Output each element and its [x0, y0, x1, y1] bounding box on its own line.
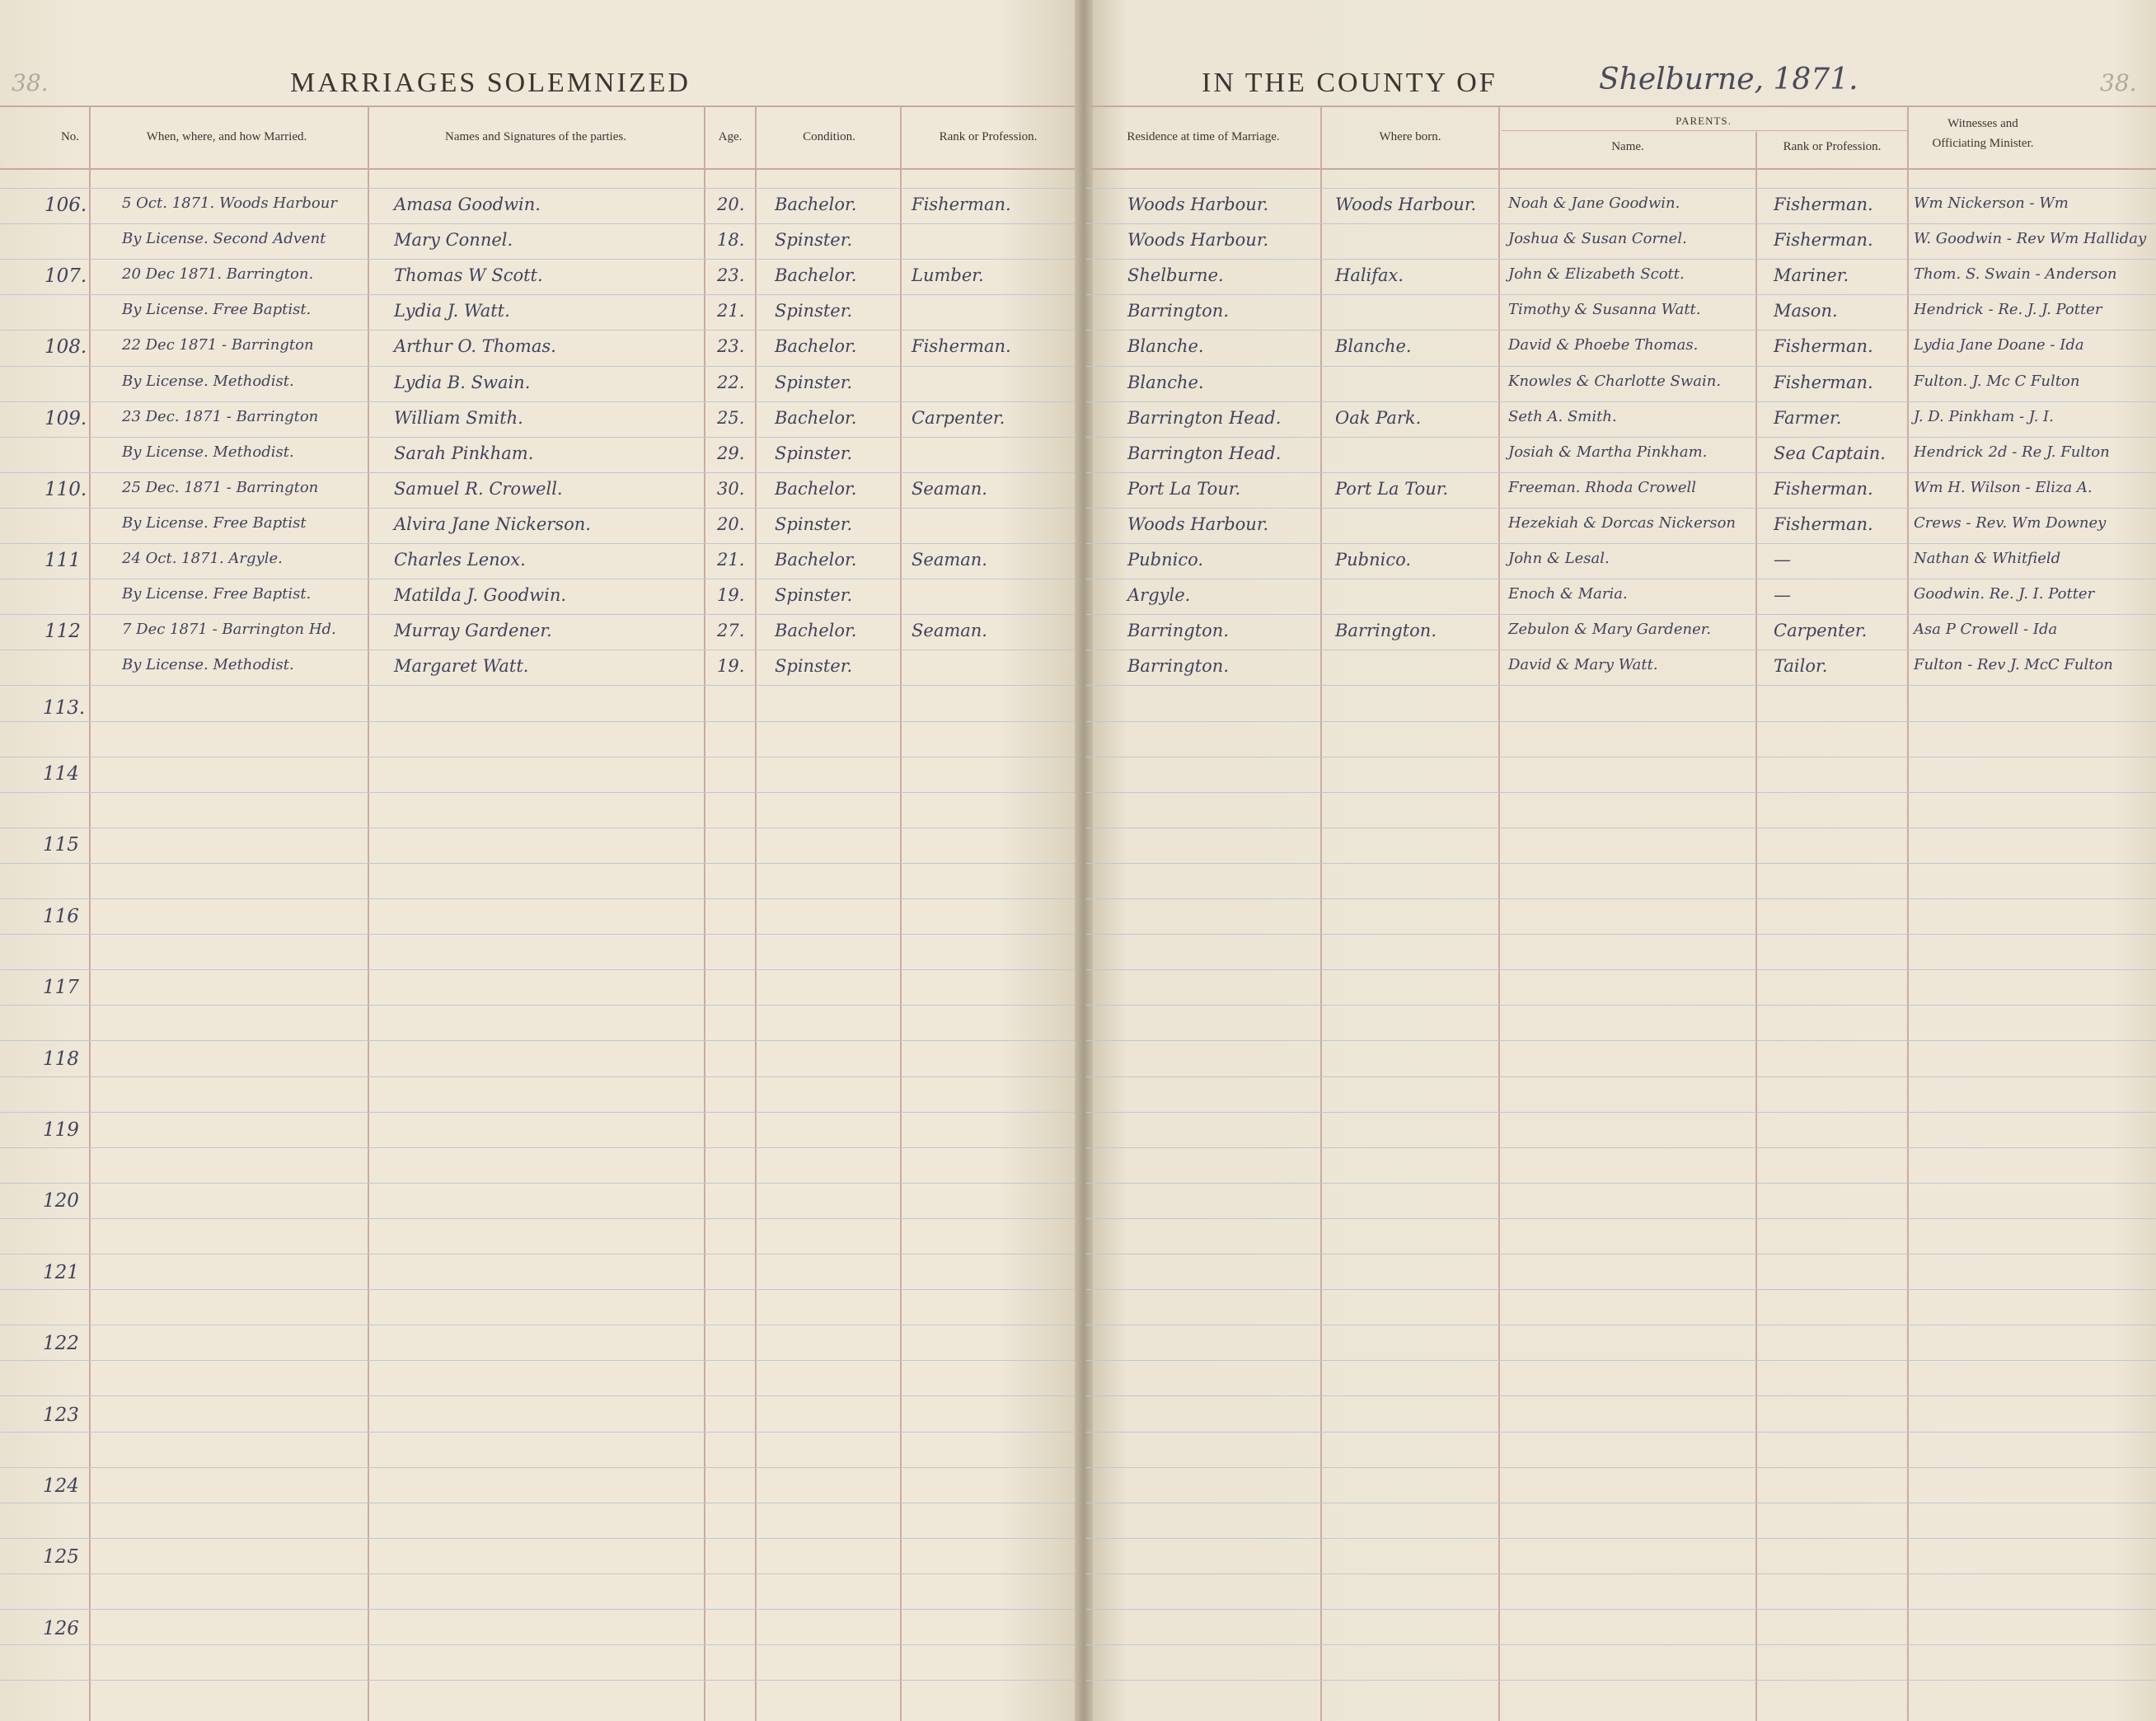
entry-condition: Bachelor. [775, 621, 857, 640]
entry-when: 23 Dec. 1871 - Barrington [122, 408, 319, 425]
entry-condition: Bachelor. [775, 195, 857, 214]
entry-when: By License. Methodist. [122, 443, 294, 461]
entry-age: 29. [717, 443, 745, 463]
entry-residence: Pubnico. [1127, 550, 1204, 570]
header-witnesses: Witnesses and [1947, 117, 2018, 130]
county-name: Shelburne, 1871. [1599, 63, 1858, 96]
entry-parents: Timothy & Susanna Watt. [1508, 301, 1701, 318]
entry-born: Port La Tour. [1335, 479, 1449, 499]
entry-condition: Spinster. [775, 514, 853, 534]
header-rank: Rank or Profession. [939, 130, 1038, 143]
entry-born: Barrington. [1335, 621, 1437, 640]
entry-residence: Barrington. [1127, 301, 1229, 321]
entry-witness: J. D. Pinkham - J. I. [1914, 408, 2054, 425]
entry-parents: David & Mary Watt. [1508, 656, 1658, 673]
entry-condition: Spinster. [775, 443, 853, 463]
entry-witness: Goodwin. Re. J. I. Potter [1914, 585, 2095, 603]
blank-entry-number: 123 [43, 1404, 79, 1426]
entry-parents: Josiah & Martha Pinkham. [1508, 443, 1708, 461]
entry-when: 5 Oct. 1871. Woods Harbour [122, 195, 337, 212]
entry-parents-rank: Fisherman. [1774, 195, 1873, 214]
blank-entry-number: 119 [43, 1119, 79, 1141]
blank-entry-number: 114 [43, 763, 79, 785]
entry-age: 20. [717, 514, 745, 534]
entry-parents-rank: Farmer. [1774, 408, 1842, 428]
entry-name: Murray Gardener. [394, 621, 552, 640]
entry-residence: Port La Tour. [1127, 479, 1241, 499]
entry-residence: Barrington Head. [1127, 443, 1282, 463]
entry-name: William Smith. [394, 408, 523, 428]
entry-condition: Bachelor. [775, 265, 857, 285]
entry-witness: Wm Nickerson - Wm [1914, 195, 2069, 212]
header-age: Age. [718, 130, 743, 143]
entry-age: 23. [717, 336, 745, 356]
entry-rank: Fisherman. [912, 195, 1011, 214]
entry-age: 23. [717, 265, 745, 285]
entry-when: 24 Oct. 1871. Argyle. [122, 550, 283, 567]
entry-parents-rank: Mariner. [1774, 265, 1849, 285]
page-number-right: 38. [2100, 69, 2137, 96]
entry-age: 30. [717, 479, 745, 499]
entry-number: 111 [45, 550, 81, 571]
header-parents-rank: Rank or Profession. [1783, 140, 1882, 153]
entry-number: 106. [45, 195, 87, 216]
blank-entry-number: 126 [43, 1618, 79, 1639]
header-parents-name: Name. [1611, 140, 1644, 153]
entry-residence: Barrington Head. [1127, 408, 1282, 428]
entry-name: Alvira Jane Nickerson. [394, 514, 591, 534]
entry-witness: Fulton - Rev J. McC Fulton [1914, 656, 2113, 673]
entry-parents: Hezekiah & Dorcas Nickerson [1508, 514, 1737, 532]
entry-number: 110. [45, 479, 87, 500]
entry-when: By License. Free Baptist. [122, 301, 312, 318]
entry-parents: Seth A. Smith. [1508, 408, 1617, 425]
entry-parents-rank: Carpenter. [1774, 621, 1868, 640]
entry-name: Lydia B. Swain. [394, 373, 531, 392]
entry-born: Pubnico. [1335, 550, 1412, 570]
entry-rank: Seaman. [912, 479, 987, 499]
blank-entry-number: 120 [43, 1190, 79, 1212]
entry-condition: Spinster. [775, 585, 853, 605]
entry-witness: Asa P Crowell - Ida [1914, 621, 2058, 638]
entry-parents-rank: Sea Captain. [1774, 443, 1886, 463]
entry-when: By License. Methodist. [122, 656, 294, 673]
entry-name: Amasa Goodwin. [394, 195, 541, 214]
blank-entry-number: 115 [43, 834, 79, 856]
entry-parents: Freeman. Rhoda Crowell [1508, 479, 1696, 496]
entry-age: 25. [717, 408, 745, 428]
entry-parents-rank: Fisherman. [1774, 230, 1873, 250]
blank-entry-number: 117 [43, 977, 79, 998]
entry-name: Matilda J. Goodwin. [394, 585, 567, 605]
header-condition: Condition. [803, 130, 855, 143]
blank-entry-number: 122 [43, 1333, 79, 1354]
page-title-right: IN THE COUNTY OF [1202, 68, 1497, 98]
entry-age: 27. [717, 621, 745, 640]
blank-entry-number: 121 [43, 1262, 79, 1283]
entry-witness: W. Goodwin - Rev Wm Halliday [1914, 230, 2147, 247]
page-number-left: 38. [12, 69, 49, 96]
entry-witness: Hendrick - Re. J. J. Potter [1914, 301, 2102, 318]
entry-parents: David & Phoebe Thomas. [1508, 336, 1699, 354]
entry-parents-rank: Fisherman. [1774, 479, 1873, 499]
entry-witness: Nathan & Whitfield [1914, 550, 2061, 567]
entry-rank: Seaman. [912, 550, 987, 570]
page-title-left: MARRIAGES SOLEMNIZED [290, 68, 691, 98]
entry-name: Lydia J. Watt. [394, 301, 510, 321]
entry-parents-rank: — [1774, 585, 1791, 605]
entry-born: Halifax. [1335, 265, 1404, 285]
entry-condition: Spinster. [775, 301, 853, 321]
entry-parents: Zebulon & Mary Gardener. [1508, 621, 1712, 638]
entry-parents-rank: Fisherman. [1774, 336, 1873, 356]
entry-rank: Carpenter. [912, 408, 1005, 428]
entry-witness: Fulton. J. Mc C Fulton [1914, 373, 2080, 390]
entry-name: Charles Lenox. [394, 550, 526, 570]
entry-name: Sarah Pinkham. [394, 443, 534, 463]
entry-number: 107. [45, 265, 87, 287]
entry-rank: Seaman. [912, 621, 987, 640]
entry-age: 19. [717, 656, 745, 676]
entry-condition: Bachelor. [775, 336, 857, 356]
entry-parents: Enoch & Maria. [1508, 585, 1628, 603]
entry-age: 21. [717, 550, 745, 570]
entry-parents-rank: Tailor. [1774, 656, 1828, 676]
entry-when: By License. Second Advent [122, 230, 326, 247]
entry-parents-rank: Fisherman. [1774, 373, 1873, 392]
entry-number: 109. [45, 408, 87, 429]
blank-entry-number: 124 [43, 1475, 79, 1497]
header-names: Names and Signatures of the parties. [445, 130, 626, 143]
entry-when: By License. Free Baptist [122, 514, 307, 532]
entry-number: 108. [45, 336, 87, 358]
entry-condition: Spinster. [775, 373, 853, 392]
entry-name: Mary Connel. [394, 230, 513, 250]
entry-parents: John & Elizabeth Scott. [1508, 265, 1685, 283]
entry-residence: Woods Harbour. [1127, 230, 1269, 250]
entry-name: Arthur O. Thomas. [394, 336, 556, 356]
entry-condition: Bachelor. [775, 550, 857, 570]
entry-when: By License. Free Baptist. [122, 585, 312, 603]
entry-condition: Bachelor. [775, 479, 857, 499]
entry-condition: Spinster. [775, 230, 853, 250]
entry-parents-rank: — [1774, 550, 1791, 570]
entry-residence: Woods Harbour. [1127, 195, 1269, 214]
entry-residence: Blanche. [1127, 336, 1204, 356]
blank-entry-number: 116 [43, 906, 79, 927]
entry-name: Margaret Watt. [394, 656, 529, 676]
entry-residence: Blanche. [1127, 373, 1204, 392]
entry-witness: Lydia Jane Doane - Ida [1914, 336, 2084, 354]
entry-parents-rank: Fisherman. [1774, 514, 1873, 534]
header-where-born: Where born. [1379, 130, 1441, 143]
header-no: No. [60, 130, 80, 143]
entry-born: Blanche. [1335, 336, 1412, 356]
entry-residence: Argyle. [1127, 585, 1191, 605]
entry-number: 112 [45, 621, 81, 642]
entry-age: 22. [717, 373, 745, 392]
entry-parents: Noah & Jane Goodwin. [1508, 195, 1680, 212]
entry-parents: Joshua & Susan Cornel. [1508, 230, 1687, 247]
entry-name: Thomas W Scott. [394, 265, 543, 285]
blank-entry-number: 125 [43, 1546, 79, 1568]
entry-witness: Thom. S. Swain - Anderson [1914, 265, 2117, 283]
entry-witness: Wm H. Wilson - Eliza A. [1914, 479, 2093, 496]
entry-residence: Shelburne. [1127, 265, 1224, 285]
entry-age: 21. [717, 301, 745, 321]
entry-rank: Lumber. [912, 265, 984, 285]
entry-residence: Woods Harbour. [1127, 514, 1269, 534]
entry-when: 22 Dec 1871 - Barrington [122, 336, 314, 354]
entry-when: By License. Methodist. [122, 373, 294, 390]
entry-age: 19. [717, 585, 745, 605]
entry-parents: John & Lesal. [1508, 550, 1610, 567]
entry-when: 20 Dec 1871. Barrington. [122, 265, 314, 283]
entry-born: Woods Harbour. [1335, 195, 1477, 214]
entry-rank: Fisherman. [912, 336, 1011, 356]
entry-condition: Spinster. [775, 656, 853, 676]
entry-age: 18. [717, 230, 745, 250]
entry-when: 25 Dec. 1871 - Barrington [122, 479, 319, 496]
entry-when: 7 Dec 1871 - Barrington Hd. [122, 621, 336, 638]
header-officiating-minister: Officiating Minister. [1932, 137, 2034, 150]
entry-born: Oak Park. [1335, 408, 1422, 428]
header-when: When, where, and how Married. [146, 130, 307, 143]
blank-entry-number: 118 [43, 1048, 79, 1070]
entry-name: Samuel R. Crowell. [394, 479, 563, 499]
entry-age: 20. [717, 195, 745, 214]
entry-witness: Crews - Rev. Wm Downey [1914, 514, 2107, 532]
header-residence: Residence at time of Marriage. [1127, 130, 1280, 143]
entry-witness: Hendrick 2d - Re J. Fulton [1914, 443, 2110, 461]
entry-residence: Barrington. [1127, 621, 1229, 640]
blank-entry-number: 113. [43, 697, 86, 719]
entry-residence: Barrington. [1127, 656, 1229, 676]
header-parents: PARENTS. [1676, 115, 1732, 127]
entry-parents-rank: Mason. [1774, 301, 1838, 321]
entry-condition: Bachelor. [775, 408, 857, 428]
entry-parents: Knowles & Charlotte Swain. [1508, 373, 1722, 390]
